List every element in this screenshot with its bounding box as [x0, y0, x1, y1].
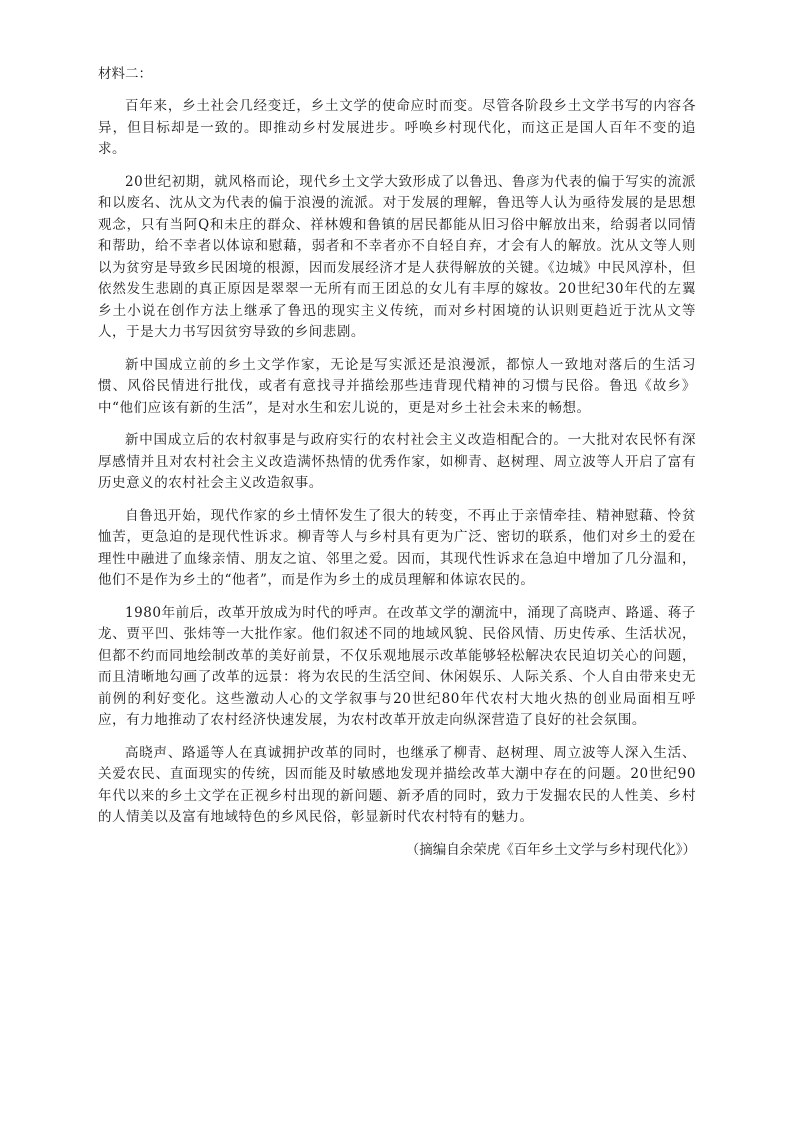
- paragraph-modernity-appeal: 自鲁迅开始，现代作家的乡土情怀发生了很大的转变，不再止于亲情牵挂、精神慰藉、怜贫恤苦，更急迫的是现代性诉求。柳青等人与乡村具有更为广泛、密切的联系，他们对乡土的爱在理性中融进了血缘亲情、朋友之谊、邻里之爱。因而，其现代性诉求在急迫中增加了几分温和，他们不是作为乡土的“他者”，而是作为乡土的成员理解和体谅农民的。: [98, 507, 696, 588]
- paragraph-reform-era: 1980年前后，改革开放成为时代的呼声。在改革文学的潮流中，涌现了高晓声、路遥、蒋子龙、贾平凹、张炜等一大批作家。他们叙述不同的地域风貌、民俗风情、历史传承、生活状况，但都不约而同地绘制改革的美好前景，不仅乐观地展示改革能够轻松解决农民迫切关心的问题，而且清晰地勾画了改革的远景：将为农民的生活空间、休闲娱乐、人际关系、个人自由带来史无前例的利好变化。这些激动人心的文学叙事与20世纪80年代农村大地火热的创业局面相互呼应，有力地推动了农村经济快速发展，为农村改革开放走向纵深营造了良好的社会氛围。: [98, 604, 696, 728]
- section-heading: 材料二：: [98, 66, 152, 82]
- document-body: [98, 64, 696, 861]
- paragraph-intro: 百年来，乡土社会几经变迁，乡土文学的使命应时而变。尽管各阶段乡土文学书写的内容各异，但目标却是一致的。即推动乡村发展进步。呼唤乡村现代化，而这正是国人百年不变的追求。: [98, 98, 696, 157]
- paragraph-pre-founding-writers: 新中国成立前的乡土文学作家，无论是写实派还是浪漫派，都惊人一致地对落后的生活习惯、风俗民情进行批伐，或者有意找寻并描绘那些违背现代精神的习惯与民俗。鲁迅《故乡》中“他们应该有新的生活”，是对水生和宏儿说的，更是对乡土社会未来的畅想。: [98, 356, 696, 416]
- paragraph-early-20th-century: 20世纪初期，就风格而论，现代乡土文学大致形成了以鲁迅、鲁彦为代表的偏于写实的流派和以废名、沈从文为代表的偏于浪漫的流派。对于发展的理解，鲁迅等人认为亟待发展的是思想观念，只有当阿Q和未庄的群众、祥林嫂和鲁镇的居民都能从旧习俗中解放出来，给弱者以同情和帮助，给不幸者以体谅和慰藉，弱者和不幸者亦不自轻自弃，才会有人的解放。沈从文等人则以为贫穷是导致乡民困境的根源，因而发展经济才是人获得解放的关键。《边城》中民风淳朴，但依然发生悲剧的真正原因是翠翠一无所有而王团总的女儿有丰厚的嫁妆。20世纪30年代的左翼乡土小说在创作方法上继承了鲁迅的现实主义传统，而对乡村困境的认识则更趋近于沈从文等人，于是大力书写因贫穷导致的乡间悲剧。: [98, 173, 696, 340]
- paragraph-post-founding-narrative: 新中国成立后的农村叙事是与政府实行的农村社会主义改造相配合的。一大批对农民怀有深厚感情并且对农村社会主义改造满怀热情的优秀作家，如柳青、赵树理、周立波等人开启了富有历史意义的农村社会主义改造叙事。: [98, 432, 696, 491]
- paragraph-contemporary: 高晓声、路遥等人在真诚拥护改革的同时，也继承了柳青、赵树理、周立波等人深入生活、关爱农民、直面现实的传统，因而能及时敏感地发现并描绘改革大潮中存在的问题。20世纪90年代以来的乡土文学在正视乡村出现的新问题、新矛盾的同时，致力于发掘农民的人性美、乡村的人情美以及富有地域特色的乡风民俗，彰显新时代农村特有的魅力。: [98, 744, 696, 825]
- source-citation: （摘编自余荣虎《百年乡土文学与乡村现代化》）: [405, 841, 696, 858]
